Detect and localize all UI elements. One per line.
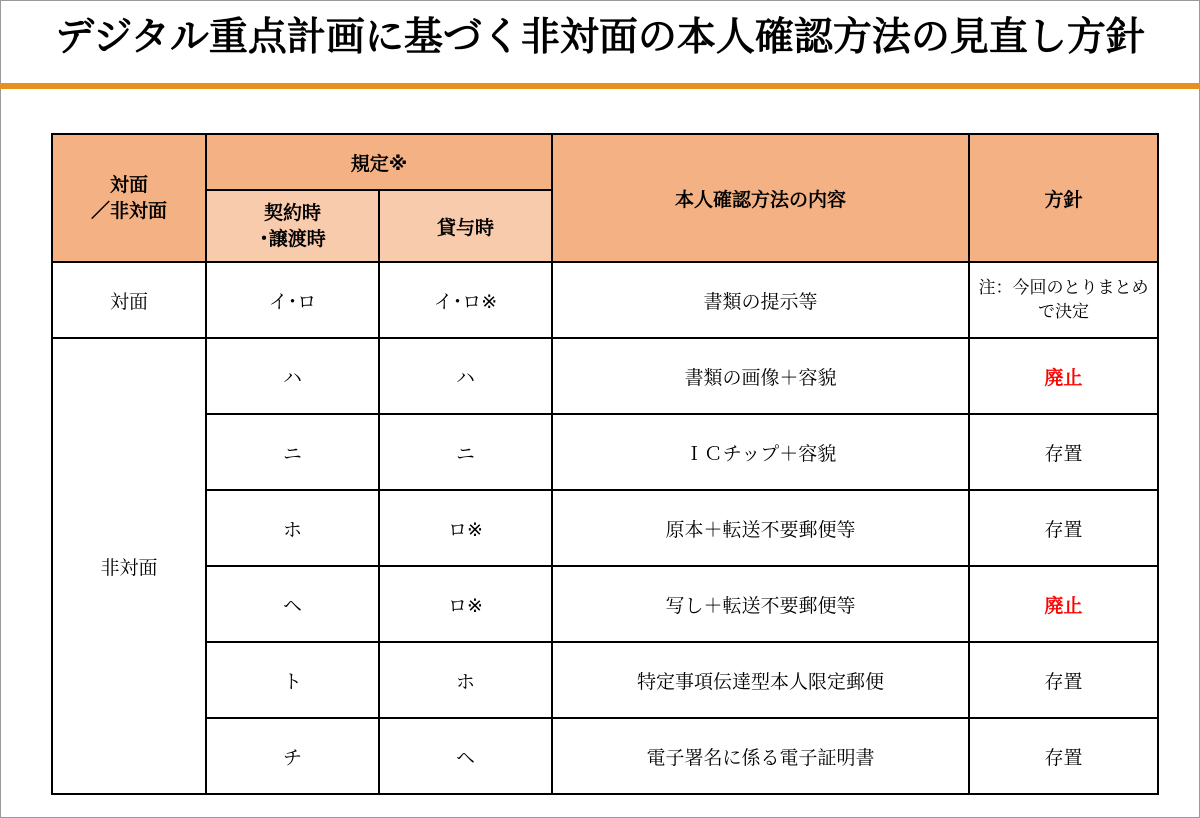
method-cell: 電子署名に係る電子証明書 xyxy=(552,718,969,794)
lending-cell: ホ xyxy=(379,642,552,718)
method-cell: 写し＋転送不要郵便等 xyxy=(552,566,969,642)
table-row xyxy=(52,642,1158,718)
mode-non-face-to-face: 非対面 xyxy=(52,338,206,794)
header-contract-line1: 契約時 xyxy=(263,202,321,224)
title-underline xyxy=(0,83,1200,89)
method-cell: 特定事項伝達型本人限定郵便 xyxy=(552,642,969,718)
header-policy: 方針 xyxy=(969,134,1158,262)
policy-note-cell xyxy=(969,262,1158,338)
method-cell: ＩＣチップ＋容貌 xyxy=(552,414,969,490)
header-lending: 貸与時 xyxy=(379,190,552,262)
header-mode xyxy=(52,134,206,262)
contract-cell: ト xyxy=(206,642,379,718)
table-row xyxy=(52,414,1158,490)
header-contract-line2: ･譲渡時 xyxy=(259,228,326,250)
method-cell: 書類の画像＋容貌 xyxy=(552,338,969,414)
policy-cell: 存置 xyxy=(969,490,1158,566)
mode-face-to-face: 対面 xyxy=(52,262,206,338)
policy-note-line2: で決定 xyxy=(1038,302,1090,322)
contract-cell: チ xyxy=(206,718,379,794)
header-regulation: 規定※ xyxy=(206,134,552,190)
lending-cell: ヘ xyxy=(379,718,552,794)
contract-cell: ホ xyxy=(206,490,379,566)
header-mode-line2: ／非対面 xyxy=(90,200,167,222)
contract-cell: イ･ロ xyxy=(206,262,379,338)
lending-cell: ハ xyxy=(379,338,552,414)
header-contract xyxy=(206,190,379,262)
lending-cell: ロ※ xyxy=(379,490,552,566)
table-header-row xyxy=(52,134,1158,190)
header-method: 本人確認方法の内容 xyxy=(552,134,969,262)
header-mode-line1: 対面 xyxy=(109,174,148,196)
table-row xyxy=(52,718,1158,794)
table-row xyxy=(52,338,1158,414)
verification-methods-table xyxy=(51,133,1159,795)
table-row xyxy=(52,262,1158,338)
lending-cell: ロ※ xyxy=(379,566,552,642)
policy-cell: 存置 xyxy=(969,414,1158,490)
lending-cell: ニ xyxy=(379,414,552,490)
policy-cell-abolish: 廃止 xyxy=(969,566,1158,642)
table-row xyxy=(52,490,1158,566)
page-title: デジタル重点計画に基づく非対面の本人確認方法の見直し方針 xyxy=(55,15,1145,60)
table-row xyxy=(52,566,1158,642)
contract-cell: ハ xyxy=(206,338,379,414)
method-cell: 書類の提示等 xyxy=(552,262,969,338)
policy-cell-abolish: 廃止 xyxy=(969,338,1158,414)
contract-cell: ニ xyxy=(206,414,379,490)
policy-cell: 存置 xyxy=(969,718,1158,794)
policy-cell: 存置 xyxy=(969,642,1158,718)
method-cell: 原本＋転送不要郵便等 xyxy=(552,490,969,566)
contract-cell: ヘ xyxy=(206,566,379,642)
lending-cell: イ･ロ※ xyxy=(379,262,552,338)
policy-note-line1: 注：今回のとりまとめ xyxy=(978,278,1149,298)
